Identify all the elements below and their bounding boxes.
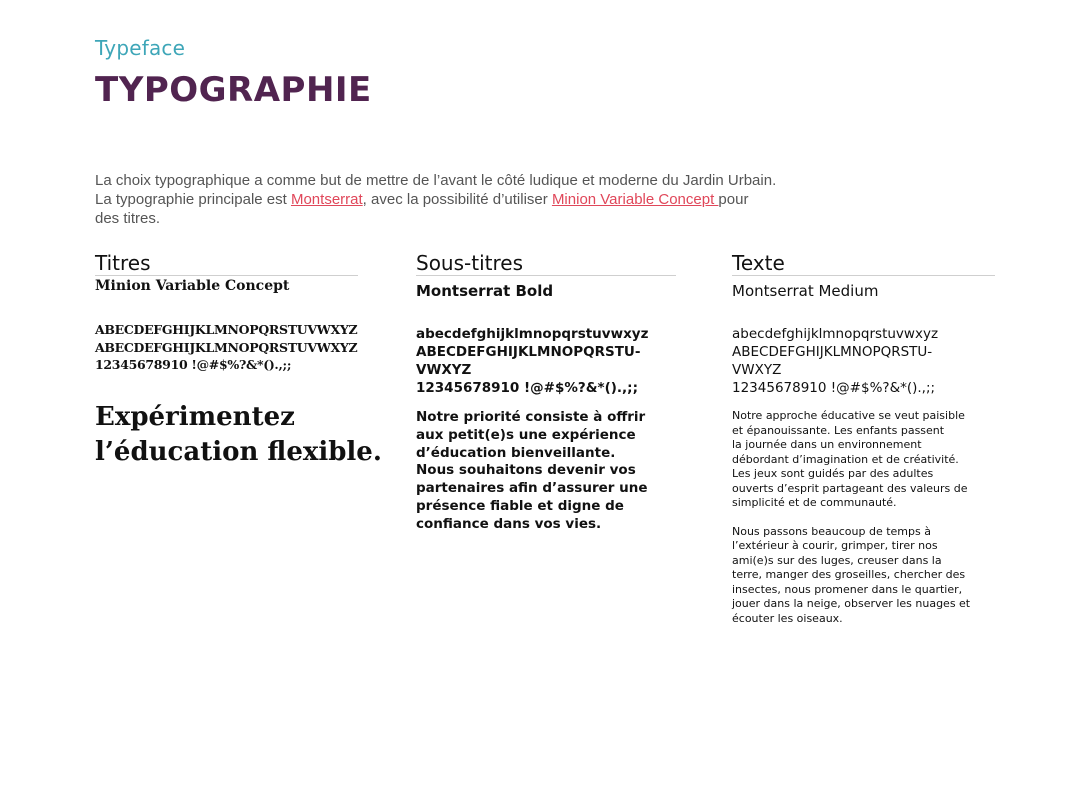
paragraph-line: débordant d’imagination et de créativité.: [732, 452, 959, 466]
paragraph-line: ouverts d’esprit partageant des valeurs de: [732, 481, 968, 495]
intro-line-1: La choix typographique a comme but de mettre de l’avant le côté ludique et moderne du Jardin Urbain.: [95, 172, 777, 189]
glyph-line: ABECDEFGHIJKLMNOPQRSTU-: [732, 344, 933, 360]
sample-line: Expérimentez: [95, 401, 295, 432]
glyph-line: 12345678910 !@#$%?&*().,;;: [732, 380, 936, 396]
column-titres: [95, 250, 382, 470]
sample-line: l’éducation flexible.: [95, 436, 382, 467]
glyph-specimen: [416, 325, 676, 397]
glyph-specimen: [95, 321, 358, 374]
paragraph-line: confiance dans vos vies.: [416, 515, 602, 532]
page-title: TYPOGRAPHIE: [95, 70, 372, 110]
glyph-line: 12345678910 !@#$%?&*().,;;: [416, 380, 638, 396]
paragraph-line: terre, manger des groseilles, chercher des: [732, 568, 966, 581]
intro-paragraph: [95, 171, 805, 228]
glyph-line: VWXYZ: [732, 362, 782, 378]
subtitle-sample-paragraph: [416, 409, 676, 534]
glyph-line: ABECDEFGHIJKLMNOPQRSTUVWXYZ: [95, 339, 358, 355]
paragraph-line: Nous souhaitons devenir vos: [416, 462, 636, 479]
intro-text: , avec la possibilité d’utiliser: [362, 191, 552, 208]
glyph-line: ABECDEFGHIJKLMNOPQRSTUVWXYZ: [95, 322, 358, 337]
column-sous-titres: [416, 250, 676, 534]
column-heading: Texte: [732, 250, 995, 276]
paragraph-line: simplicité et de communauté.: [732, 496, 897, 509]
glyph-specimen: [732, 325, 995, 397]
intro-line-2: [95, 190, 805, 209]
paragraph-line: partenaires afin d’assurer une: [416, 480, 648, 497]
column-heading: Titres: [95, 250, 358, 276]
paragraph-line: Nous passons beaucoup de temps à: [732, 524, 931, 538]
column-texte: [732, 250, 995, 626]
intro-text: pour: [718, 191, 749, 208]
paragraph-line: Les jeux sont guidés par des adultes: [732, 467, 934, 480]
font-name: Montserrat Medium: [732, 282, 879, 300]
paragraph-line: d’éducation bienveillante.: [416, 444, 616, 461]
minion-link[interactable]: Minion Variable Concept: [551, 191, 719, 208]
glyph-line: abecdefghijklmnopqrstuvwxyz: [732, 326, 939, 342]
font-name: Minion Variable Concept: [95, 278, 290, 294]
intro-line-3: des titres.: [95, 210, 161, 227]
glyph-line: 12345678910 !@#$%?&*().,;;: [95, 357, 292, 372]
paragraph-line: Notre priorité consiste à offrir: [416, 409, 646, 425]
body-sample-paragraph-2: [732, 525, 995, 627]
paragraph-line: ami(e)s sur des luges, creuser dans la: [732, 553, 942, 567]
section-eyebrow: Typeface: [95, 36, 186, 60]
paragraph-line: jouer dans la neige, observer les nuages et: [732, 597, 971, 610]
glyph-line: VWXYZ: [416, 362, 472, 378]
paragraph-line: la journée dans un environnement: [732, 438, 922, 451]
paragraph-line: écouter les oiseaux.: [732, 611, 843, 625]
font-name: Montserrat Bold: [416, 282, 554, 300]
montserrat-link[interactable]: Montserrat: [290, 191, 363, 208]
intro-text: La typographie principale est: [95, 191, 291, 208]
body-sample-paragraph-1: [732, 409, 995, 511]
column-heading: Sous-titres: [416, 250, 676, 276]
paragraph-line: présence fiable et digne de: [416, 497, 624, 514]
paragraph-line: et épanouissante. Les enfants passent: [732, 423, 945, 437]
paragraph-line: Notre approche éducative se veut paisible: [732, 409, 965, 422]
glyph-line: ABECDEFGHIJKLMNOPQRSTU-: [416, 344, 641, 360]
paragraph-line: aux petit(e)s une expérience: [416, 426, 636, 443]
glyph-line: abecdefghijklmnopqrstuvwxyz: [416, 326, 649, 342]
paragraph-line: insectes, nous promener dans le quartier,: [732, 582, 963, 596]
title-sample: [95, 400, 382, 470]
paragraph-line: l’extérieur à courir, grimper, tirer nos: [732, 539, 938, 552]
